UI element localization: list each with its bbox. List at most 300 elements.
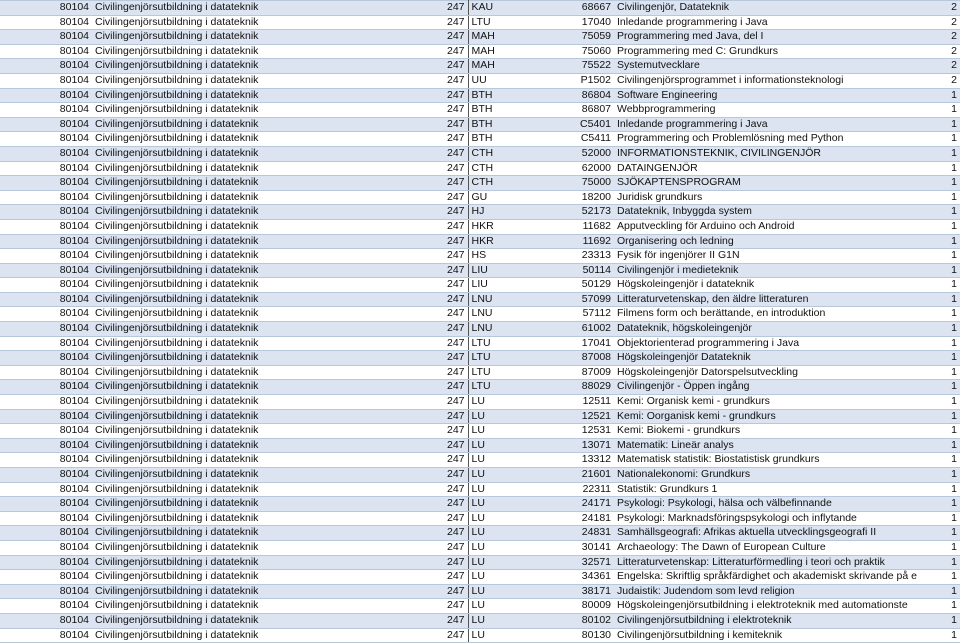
credits-cell: 247	[444, 15, 468, 30]
course-code-cell: 57099	[554, 292, 614, 307]
course-code-cell: 38171	[554, 584, 614, 599]
program-code-cell: 80104	[0, 73, 92, 88]
course-code-cell: 52173	[554, 205, 614, 220]
program-code-cell: 80104	[0, 555, 92, 570]
course-name-cell: SJÖKAPTENSPROGRAM	[614, 176, 947, 191]
institution-cell: LU	[468, 599, 554, 614]
program-name-cell: Civilingenjörsutbildning i datateknik	[92, 584, 444, 599]
credits-cell: 247	[444, 307, 468, 322]
credits-cell: 247	[444, 351, 468, 366]
count-cell: 1	[947, 409, 960, 424]
institution-cell: LIU	[468, 263, 554, 278]
course-code-cell: 75060	[554, 44, 614, 59]
course-code-cell: 17041	[554, 336, 614, 351]
course-code-cell: 52000	[554, 146, 614, 161]
course-name-cell: INFORMATIONSTEKNIK, CIVILINGENJÖR	[614, 146, 947, 161]
credits-cell: 247	[444, 438, 468, 453]
course-code-cell: 13071	[554, 438, 614, 453]
program-name-cell: Civilingenjörsutbildning i datateknik	[92, 205, 444, 220]
program-code-cell: 80104	[0, 322, 92, 337]
count-cell: 1	[947, 497, 960, 512]
course-code-cell: 75522	[554, 59, 614, 74]
credits-cell: 247	[444, 395, 468, 410]
course-name-cell: Civilingenjörsutbildning i kemiteknik	[614, 628, 947, 643]
course-name-cell: Fysik för ingenjörer II G1N	[614, 249, 947, 264]
credits-cell: 247	[444, 205, 468, 220]
program-code-cell: 80104	[0, 278, 92, 293]
count-cell: 1	[947, 511, 960, 526]
count-cell: 1	[947, 190, 960, 205]
table-row	[0, 132, 960, 147]
table-row	[0, 146, 960, 161]
table-row	[0, 570, 960, 585]
program-code-cell: 80104	[0, 351, 92, 366]
course-name-cell: Inledande programmering i Java	[614, 117, 947, 132]
credits-cell: 247	[444, 44, 468, 59]
table-row	[0, 263, 960, 278]
course-code-cell: 32571	[554, 555, 614, 570]
course-name-cell: Civilingenjör i medieteknik	[614, 263, 947, 278]
program-name-cell: Civilingenjörsutbildning i datateknik	[92, 555, 444, 570]
table-row	[0, 453, 960, 468]
program-code-cell: 80104	[0, 292, 92, 307]
table-row	[0, 15, 960, 30]
institution-cell: LU	[468, 511, 554, 526]
institution-cell: MAH	[468, 44, 554, 59]
program-code-cell: 80104	[0, 146, 92, 161]
program-name-cell: Civilingenjörsutbildning i datateknik	[92, 1, 444, 16]
program-name-cell: Civilingenjörsutbildning i datateknik	[92, 234, 444, 249]
credits-cell: 247	[444, 336, 468, 351]
institution-cell: LU	[468, 424, 554, 439]
course-name-cell: Engelska: Skriftlig språkfärdighet och akademiskt skrivande på e	[614, 570, 947, 585]
program-name-cell: Civilingenjörsutbildning i datateknik	[92, 161, 444, 176]
program-name-cell: Civilingenjörsutbildning i datateknik	[92, 468, 444, 483]
course-name-cell: Inledande programmering i Java	[614, 15, 947, 30]
table-row	[0, 219, 960, 234]
program-code-cell: 80104	[0, 307, 92, 322]
institution-cell: KAU	[468, 1, 554, 16]
program-code-cell: 80104	[0, 511, 92, 526]
course-name-cell: Högskoleingenjör Datorspelsutveckling	[614, 365, 947, 380]
institution-cell: LTU	[468, 380, 554, 395]
table-row	[0, 234, 960, 249]
course-name-cell: Litteraturvetenskap: Litteraturförmedling i teori och praktik	[614, 555, 947, 570]
course-code-cell: 23313	[554, 249, 614, 264]
program-code-cell: 80104	[0, 438, 92, 453]
institution-cell: LU	[468, 628, 554, 643]
credits-cell: 247	[444, 132, 468, 147]
program-name-cell: Civilingenjörsutbildning i datateknik	[92, 540, 444, 555]
table-row	[0, 526, 960, 541]
program-code-cell: 80104	[0, 380, 92, 395]
table-row	[0, 1, 960, 16]
count-cell: 2	[947, 73, 960, 88]
program-code-cell: 80104	[0, 103, 92, 118]
count-cell: 1	[947, 365, 960, 380]
program-name-cell: Civilingenjörsutbildning i datateknik	[92, 365, 444, 380]
program-name-cell: Civilingenjörsutbildning i datateknik	[92, 176, 444, 191]
table-row	[0, 351, 960, 366]
institution-cell: BTH	[468, 132, 554, 147]
table-row	[0, 482, 960, 497]
count-cell: 2	[947, 59, 960, 74]
table-row	[0, 176, 960, 191]
count-cell: 2	[947, 30, 960, 45]
program-name-cell: Civilingenjörsutbildning i datateknik	[92, 511, 444, 526]
institution-cell: LTU	[468, 15, 554, 30]
table-row	[0, 599, 960, 614]
program-code-cell: 80104	[0, 132, 92, 147]
count-cell: 1	[947, 176, 960, 191]
table-row	[0, 409, 960, 424]
course-name-cell: Litteraturvetenskap, den äldre litteraturen	[614, 292, 947, 307]
course-code-cell: 62000	[554, 161, 614, 176]
course-name-cell: Högskoleingenjörsutbildning i elektroteknik med automationste	[614, 599, 947, 614]
course-code-cell: 34361	[554, 570, 614, 585]
institution-cell: CTH	[468, 176, 554, 191]
credits-cell: 247	[444, 613, 468, 628]
program-name-cell: Civilingenjörsutbildning i datateknik	[92, 249, 444, 264]
count-cell: 1	[947, 526, 960, 541]
program-code-cell: 80104	[0, 628, 92, 643]
institution-cell: LNU	[468, 322, 554, 337]
course-code-cell: C5401	[554, 117, 614, 132]
table-row	[0, 59, 960, 74]
course-name-cell: Webbprogrammering	[614, 103, 947, 118]
program-name-cell: Civilingenjörsutbildning i datateknik	[92, 59, 444, 74]
table-body	[0, 1, 960, 643]
course-code-cell: 12511	[554, 395, 614, 410]
count-cell: 1	[947, 132, 960, 147]
institution-cell: BTH	[468, 117, 554, 132]
institution-cell: MAH	[468, 59, 554, 74]
count-cell: 1	[947, 219, 960, 234]
program-name-cell: Civilingenjörsutbildning i datateknik	[92, 132, 444, 147]
table-row	[0, 322, 960, 337]
program-code-cell: 80104	[0, 570, 92, 585]
program-code-cell: 80104	[0, 424, 92, 439]
course-name-cell: Nationalekonomi: Grundkurs	[614, 468, 947, 483]
count-cell: 1	[947, 88, 960, 103]
table-row	[0, 103, 960, 118]
program-code-cell: 80104	[0, 468, 92, 483]
course-name-cell: Högskoleingenjör i datateknik	[614, 278, 947, 293]
table-row	[0, 307, 960, 322]
credits-cell: 247	[444, 570, 468, 585]
credits-cell: 247	[444, 555, 468, 570]
institution-cell: LTU	[468, 351, 554, 366]
credits-cell: 247	[444, 219, 468, 234]
program-code-cell: 80104	[0, 526, 92, 541]
program-code-cell: 80104	[0, 161, 92, 176]
program-name-cell: Civilingenjörsutbildning i datateknik	[92, 497, 444, 512]
table-row	[0, 190, 960, 205]
institution-cell: BTH	[468, 103, 554, 118]
count-cell: 1	[947, 540, 960, 555]
count-cell: 1	[947, 146, 960, 161]
institution-cell: LU	[468, 468, 554, 483]
course-code-cell: 75000	[554, 176, 614, 191]
course-code-cell: 22311	[554, 482, 614, 497]
table-row	[0, 249, 960, 264]
course-code-cell: 80009	[554, 599, 614, 614]
institution-cell: LU	[468, 613, 554, 628]
institution-cell: HKR	[468, 234, 554, 249]
credits-cell: 247	[444, 161, 468, 176]
credits-cell: 247	[444, 468, 468, 483]
course-name-cell: Datateknik, högskoleingenjör	[614, 322, 947, 337]
course-name-cell: Högskoleingenjör Datateknik	[614, 351, 947, 366]
count-cell: 1	[947, 103, 960, 118]
credits-cell: 247	[444, 497, 468, 512]
table-row	[0, 365, 960, 380]
credits-cell: 247	[444, 103, 468, 118]
count-cell: 1	[947, 613, 960, 628]
course-name-cell: Psykologi: Psykologi, hälsa och välbefinnande	[614, 497, 947, 512]
credits-cell: 247	[444, 599, 468, 614]
program-name-cell: Civilingenjörsutbildning i datateknik	[92, 190, 444, 205]
program-name-cell: Civilingenjörsutbildning i datateknik	[92, 15, 444, 30]
course-code-cell: 80130	[554, 628, 614, 643]
count-cell: 1	[947, 438, 960, 453]
program-code-cell: 80104	[0, 1, 92, 16]
program-code-cell: 80104	[0, 15, 92, 30]
course-name-cell: Programmering med Java, del I	[614, 30, 947, 45]
credits-cell: 247	[444, 30, 468, 45]
program-name-cell: Civilingenjörsutbildning i datateknik	[92, 395, 444, 410]
institution-cell: LIU	[468, 278, 554, 293]
course-code-cell: 24181	[554, 511, 614, 526]
institution-cell: LU	[468, 438, 554, 453]
course-code-cell: 50114	[554, 263, 614, 278]
count-cell: 1	[947, 555, 960, 570]
credits-cell: 247	[444, 424, 468, 439]
count-cell: 1	[947, 263, 960, 278]
course-code-cell: 61002	[554, 322, 614, 337]
program-code-cell: 80104	[0, 584, 92, 599]
count-cell: 1	[947, 161, 960, 176]
institution-cell: LNU	[468, 292, 554, 307]
course-code-cell: 30141	[554, 540, 614, 555]
program-name-cell: Civilingenjörsutbildning i datateknik	[92, 570, 444, 585]
program-name-cell: Civilingenjörsutbildning i datateknik	[92, 44, 444, 59]
program-name-cell: Civilingenjörsutbildning i datateknik	[92, 424, 444, 439]
course-code-cell: 88029	[554, 380, 614, 395]
count-cell: 1	[947, 278, 960, 293]
program-code-cell: 80104	[0, 263, 92, 278]
program-code-cell: 80104	[0, 540, 92, 555]
program-name-cell: Civilingenjörsutbildning i datateknik	[92, 322, 444, 337]
course-code-cell: 11692	[554, 234, 614, 249]
program-name-cell: Civilingenjörsutbildning i datateknik	[92, 409, 444, 424]
course-name-cell: Samhällsgeografi: Afrikas aktuella utvecklingsgeografi II	[614, 526, 947, 541]
program-code-cell: 80104	[0, 205, 92, 220]
course-name-cell: Kemi: Organisk kemi - grundkurs	[614, 395, 947, 410]
program-name-cell: Civilingenjörsutbildning i datateknik	[92, 278, 444, 293]
course-name-cell: DATAINGENJÖR	[614, 161, 947, 176]
course-name-cell: Matematisk statistik: Biostatistisk grundkurs	[614, 453, 947, 468]
institution-cell: LTU	[468, 336, 554, 351]
credits-cell: 247	[444, 540, 468, 555]
course-name-cell: Juridisk grundkurs	[614, 190, 947, 205]
program-name-cell: Civilingenjörsutbildning i datateknik	[92, 263, 444, 278]
count-cell: 2	[947, 1, 960, 16]
program-name-cell: Civilingenjörsutbildning i datateknik	[92, 482, 444, 497]
course-code-cell: P1502	[554, 73, 614, 88]
institution-cell: LU	[468, 409, 554, 424]
credits-cell: 247	[444, 584, 468, 599]
course-name-cell: Programmering och Problemlösning med Python	[614, 132, 947, 147]
course-name-cell: Archaeology: The Dawn of European Culture	[614, 540, 947, 555]
course-code-cell: 87009	[554, 365, 614, 380]
program-name-cell: Civilingenjörsutbildning i datateknik	[92, 219, 444, 234]
count-cell: 1	[947, 468, 960, 483]
institution-cell: LU	[468, 526, 554, 541]
institution-cell: LNU	[468, 307, 554, 322]
course-code-cell: 21601	[554, 468, 614, 483]
institution-cell: CTH	[468, 146, 554, 161]
count-cell: 1	[947, 336, 960, 351]
count-cell: 1	[947, 351, 960, 366]
count-cell: 1	[947, 117, 960, 132]
table-row	[0, 161, 960, 176]
program-code-cell: 80104	[0, 482, 92, 497]
program-name-cell: Civilingenjörsutbildning i datateknik	[92, 628, 444, 643]
course-name-cell: Filmens form och berättande, en introduktion	[614, 307, 947, 322]
credits-cell: 247	[444, 176, 468, 191]
course-name-cell: Kemi: Biokemi - grundkurs	[614, 424, 947, 439]
credits-cell: 247	[444, 322, 468, 337]
course-code-cell: 11682	[554, 219, 614, 234]
credits-cell: 247	[444, 511, 468, 526]
count-cell: 1	[947, 453, 960, 468]
program-name-cell: Civilingenjörsutbildning i datateknik	[92, 453, 444, 468]
table-row	[0, 438, 960, 453]
course-code-cell: 50129	[554, 278, 614, 293]
table-row	[0, 44, 960, 59]
program-name-cell: Civilingenjörsutbildning i datateknik	[92, 526, 444, 541]
course-code-cell: 24831	[554, 526, 614, 541]
program-name-cell: Civilingenjörsutbildning i datateknik	[92, 380, 444, 395]
program-name-cell: Civilingenjörsutbildning i datateknik	[92, 88, 444, 103]
course-name-cell: Systemutvecklare	[614, 59, 947, 74]
count-cell: 1	[947, 307, 960, 322]
program-code-cell: 80104	[0, 117, 92, 132]
count-cell: 1	[947, 234, 960, 249]
institution-cell: MAH	[468, 30, 554, 45]
course-code-cell: 68667	[554, 1, 614, 16]
program-name-cell: Civilingenjörsutbildning i datateknik	[92, 307, 444, 322]
credits-cell: 247	[444, 526, 468, 541]
course-code-cell: 57112	[554, 307, 614, 322]
program-name-cell: Civilingenjörsutbildning i datateknik	[92, 73, 444, 88]
program-name-cell: Civilingenjörsutbildning i datateknik	[92, 30, 444, 45]
course-code-cell: 17040	[554, 15, 614, 30]
course-name-cell: Psykologi: Marknadsföringspsykologi och inflytande	[614, 511, 947, 526]
table-row	[0, 205, 960, 220]
course-name-cell: Datateknik, Inbyggda system	[614, 205, 947, 220]
institution-cell: LTU	[468, 365, 554, 380]
institution-cell: LU	[468, 497, 554, 512]
course-code-cell: 18200	[554, 190, 614, 205]
course-code-cell: 80102	[554, 613, 614, 628]
institution-cell: LU	[468, 584, 554, 599]
program-code-cell: 80104	[0, 234, 92, 249]
count-cell: 1	[947, 249, 960, 264]
table-row	[0, 584, 960, 599]
program-name-cell: Civilingenjörsutbildning i datateknik	[92, 146, 444, 161]
count-cell: 1	[947, 205, 960, 220]
table-row	[0, 73, 960, 88]
institution-cell: GU	[468, 190, 554, 205]
course-code-cell: 75059	[554, 30, 614, 45]
program-code-cell: 80104	[0, 613, 92, 628]
credits-cell: 247	[444, 380, 468, 395]
institution-cell: HJ	[468, 205, 554, 220]
credits-cell: 247	[444, 263, 468, 278]
credits-cell: 247	[444, 365, 468, 380]
credits-cell: 247	[444, 278, 468, 293]
credits-cell: 247	[444, 59, 468, 74]
institution-cell: HS	[468, 249, 554, 264]
table-row	[0, 628, 960, 643]
table-row	[0, 380, 960, 395]
course-name-cell: Civilingenjör - Öppen ingång	[614, 380, 947, 395]
program-code-cell: 80104	[0, 176, 92, 191]
credits-cell: 247	[444, 409, 468, 424]
program-code-cell: 80104	[0, 453, 92, 468]
count-cell: 1	[947, 482, 960, 497]
count-cell: 1	[947, 292, 960, 307]
program-code-cell: 80104	[0, 190, 92, 205]
program-code-cell: 80104	[0, 395, 92, 410]
table-row	[0, 30, 960, 45]
credits-cell: 247	[444, 453, 468, 468]
count-cell: 2	[947, 15, 960, 30]
credits-cell: 247	[444, 482, 468, 497]
program-name-cell: Civilingenjörsutbildning i datateknik	[92, 336, 444, 351]
credits-cell: 247	[444, 628, 468, 643]
table-row	[0, 117, 960, 132]
credits-cell: 247	[444, 146, 468, 161]
course-code-cell: C5411	[554, 132, 614, 147]
program-name-cell: Civilingenjörsutbildning i datateknik	[92, 438, 444, 453]
credits-cell: 247	[444, 249, 468, 264]
course-code-cell: 13312	[554, 453, 614, 468]
program-code-cell: 80104	[0, 599, 92, 614]
program-code-cell: 80104	[0, 44, 92, 59]
program-code-cell: 80104	[0, 88, 92, 103]
credits-cell: 247	[444, 117, 468, 132]
credits-cell: 247	[444, 88, 468, 103]
count-cell: 1	[947, 424, 960, 439]
course-code-cell: 12531	[554, 424, 614, 439]
credits-cell: 247	[444, 190, 468, 205]
institution-cell: HKR	[468, 219, 554, 234]
table-row	[0, 613, 960, 628]
course-name-cell: Apputveckling för Arduino och Android	[614, 219, 947, 234]
count-cell: 1	[947, 628, 960, 643]
institution-cell: LU	[468, 453, 554, 468]
credits-cell: 247	[444, 1, 468, 16]
table-row	[0, 555, 960, 570]
program-code-cell: 80104	[0, 497, 92, 512]
program-code-cell: 80104	[0, 365, 92, 380]
course-code-cell: 86804	[554, 88, 614, 103]
institution-cell: UU	[468, 73, 554, 88]
course-name-cell: Matematik: Lineär analys	[614, 438, 947, 453]
